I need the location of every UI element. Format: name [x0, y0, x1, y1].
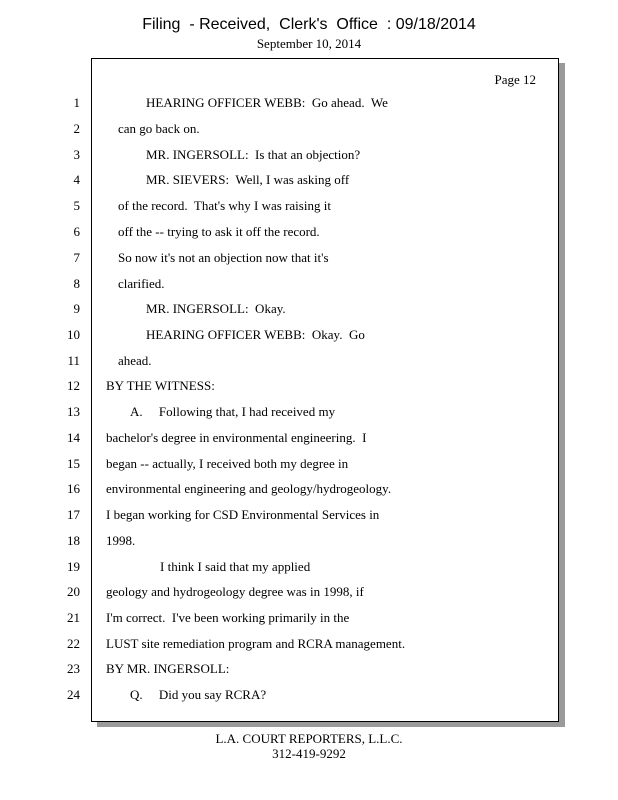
footer-phone: 312-419-9292: [272, 746, 346, 761]
transcript-line: [0, 198, 618, 218]
line-number: 4: [73, 172, 80, 187]
transcript-line: [0, 276, 618, 296]
transcript-line: [0, 250, 618, 270]
transcript-line: [0, 559, 618, 579]
line-text: I think I said that my applied: [160, 559, 311, 574]
transcript-line: [0, 430, 618, 450]
line-text: I began working for CSD Environmental Services in: [106, 507, 380, 522]
line-number: 14: [67, 430, 80, 445]
transcript-line: [0, 172, 618, 192]
line-text: bachelor's degree in environmental engineering. I: [106, 430, 367, 445]
line-text: MR. INGERSOLL: Is that an objection?: [146, 147, 361, 162]
line-text: MR. INGERSOLL: Okay.: [146, 301, 286, 316]
line-number: 20: [67, 584, 80, 599]
transcript-line: [0, 456, 618, 476]
transcript-line: [0, 378, 618, 398]
transcript-line: [0, 610, 618, 630]
page-number-label: Page 12: [494, 72, 536, 87]
transcript-line: [0, 404, 618, 424]
line-number: 6: [73, 224, 80, 239]
transcript-line: [0, 95, 618, 115]
transcript-line: [0, 533, 618, 553]
line-number: 8: [73, 276, 80, 291]
transcript-line: [0, 507, 618, 527]
line-number: 5: [73, 198, 80, 213]
line-text: BY MR. INGERSOLL:: [106, 661, 230, 676]
transcript-line: [0, 636, 618, 656]
line-text: 1998.: [106, 533, 136, 548]
line-number: 19: [67, 559, 80, 574]
line-text: MR. SIEVERS: Well, I was asking off: [146, 172, 350, 187]
filing-stamp: Filing - Received, Clerk's Office : 09/18/2014: [142, 16, 476, 33]
line-text: geology and hydrogeology degree was in 1998, if: [106, 584, 364, 599]
transcript-date: September 10, 2014: [256, 36, 362, 51]
transcript-line: [0, 687, 618, 707]
line-number: 16: [67, 481, 80, 496]
line-number: 9: [73, 301, 80, 316]
line-text: BY THE WITNESS:: [106, 378, 215, 393]
line-number: 2: [73, 121, 80, 136]
line-text: can go back on.: [118, 121, 200, 136]
line-text: ahead.: [118, 353, 152, 368]
line-number: 11: [67, 353, 80, 368]
line-text: I'm correct. I've been working primarily in the: [106, 610, 350, 625]
line-number: 18: [67, 533, 80, 548]
line-text: clarified.: [118, 276, 165, 291]
line-text: HEARING OFFICER WEBB: Okay. Go: [146, 327, 365, 342]
transcript-line: [0, 327, 618, 347]
line-text: Q. Did you say RCRA?: [130, 687, 267, 702]
line-number: 15: [67, 456, 80, 471]
line-number: 1: [73, 95, 80, 110]
line-text: of the record. That's why I was raising it: [118, 198, 331, 213]
transcript-line: [0, 661, 618, 681]
transcript-line: [0, 353, 618, 373]
line-text: off the -- trying to ask it off the record.: [118, 224, 320, 239]
transcript-line: [0, 224, 618, 244]
transcript-line: [0, 147, 618, 167]
line-text: began -- actually, I received both my degree in: [106, 456, 349, 471]
line-text: HEARING OFFICER WEBB: Go ahead. We: [146, 95, 388, 110]
line-number: 24: [67, 687, 80, 702]
line-number: 3: [73, 147, 80, 162]
transcript-line: [0, 584, 618, 604]
line-text: environmental engineering and geology/hydrogeology.: [106, 481, 392, 496]
line-number: 12: [67, 378, 80, 393]
transcript-line: [0, 481, 618, 501]
line-text: So now it's not an objection now that it's: [118, 250, 329, 265]
line-number: 13: [67, 404, 80, 419]
line-number: 17: [67, 507, 80, 522]
footer-company: L.A. COURT REPORTERS, L.L.C.: [215, 731, 403, 746]
line-number: 10: [67, 327, 80, 342]
line-number: 22: [67, 636, 80, 651]
line-text: LUST site remediation program and RCRA management.: [106, 636, 406, 651]
line-number: 7: [73, 250, 80, 265]
transcript-line: [0, 301, 618, 321]
line-text: A. Following that, I had received my: [130, 404, 336, 419]
transcript-line: [0, 121, 618, 141]
line-number: 21: [67, 610, 80, 625]
line-number: 23: [67, 661, 80, 676]
